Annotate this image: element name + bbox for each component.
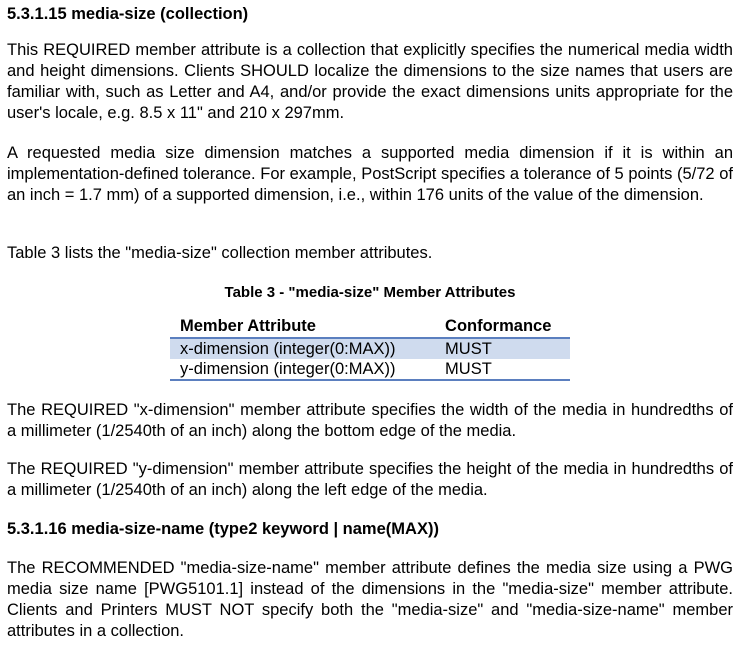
paragraph-table-reference: Table 3 lists the "media-size" collection member attributes. <box>7 244 433 262</box>
table-cell-attribute: x-dimension (integer(0:MAX)) <box>170 338 430 359</box>
section-heading-media-size: 5.3.1.15 media-size (collection) <box>7 5 249 23</box>
column-header-conformance: Conformance <box>430 316 570 338</box>
table-row <box>170 359 570 380</box>
table-cell-conformance: MUST <box>430 359 570 380</box>
table-cell-attribute: y-dimension (integer(0:MAX)) <box>170 359 430 380</box>
member-attributes-table <box>170 316 570 381</box>
table-header-row <box>170 316 570 338</box>
paragraph-media-size-description: This REQUIRED member attribute is a collection that explicitly specifies the numerical media width and height dimensions. Clients SHOULD localize the dimensions to the size names that users are familiar with, such as Letter and A4, and/or provide the exact dimensions units appropriate for the user's locale, e.g. 8.5 x 11" and 210 x 297mm. <box>7 41 733 122</box>
table-row <box>170 338 570 359</box>
table-caption: Table 3 - "media-size" Member Attributes <box>224 284 516 301</box>
section-heading-media-size-name: 5.3.1.16 media-size-name (type2 keyword | name(MAX)) <box>7 520 439 538</box>
paragraph-media-size-name: The RECOMMENDED "media-size-name" member attribute defines the media size using a PWG media size name [PWG5101.1] instead of the dimensions in the "media-size" member attribute. Clients and Printers MUST NOT specify both the "media-size" and "media-size-name" member attributes in a collection. <box>7 559 733 640</box>
table-cell-conformance: MUST <box>430 338 570 359</box>
paragraph-x-dimension: The REQUIRED "x-dimension" member attribute specifies the width of the media in hundredths of a millimeter (1/2540th of an inch) along the bottom edge of the media. <box>7 401 733 440</box>
paragraph-tolerance: A requested media size dimension matches a supported media dimension if it is within an implementation-defined tolerance. For example, PostScript specifies a tolerance of 5 points (5/72 of an inch = 1.7 mm) of a supported dimension, i.e., within 176 units of the value of the dimension. <box>7 144 733 204</box>
column-header-member-attribute: Member Attribute <box>170 316 430 338</box>
paragraph-y-dimension: The REQUIRED "y-dimension" member attribute specifies the height of the media in hundredths of a millimeter (1/2540th of an inch) along the left edge of the media. <box>7 460 733 499</box>
